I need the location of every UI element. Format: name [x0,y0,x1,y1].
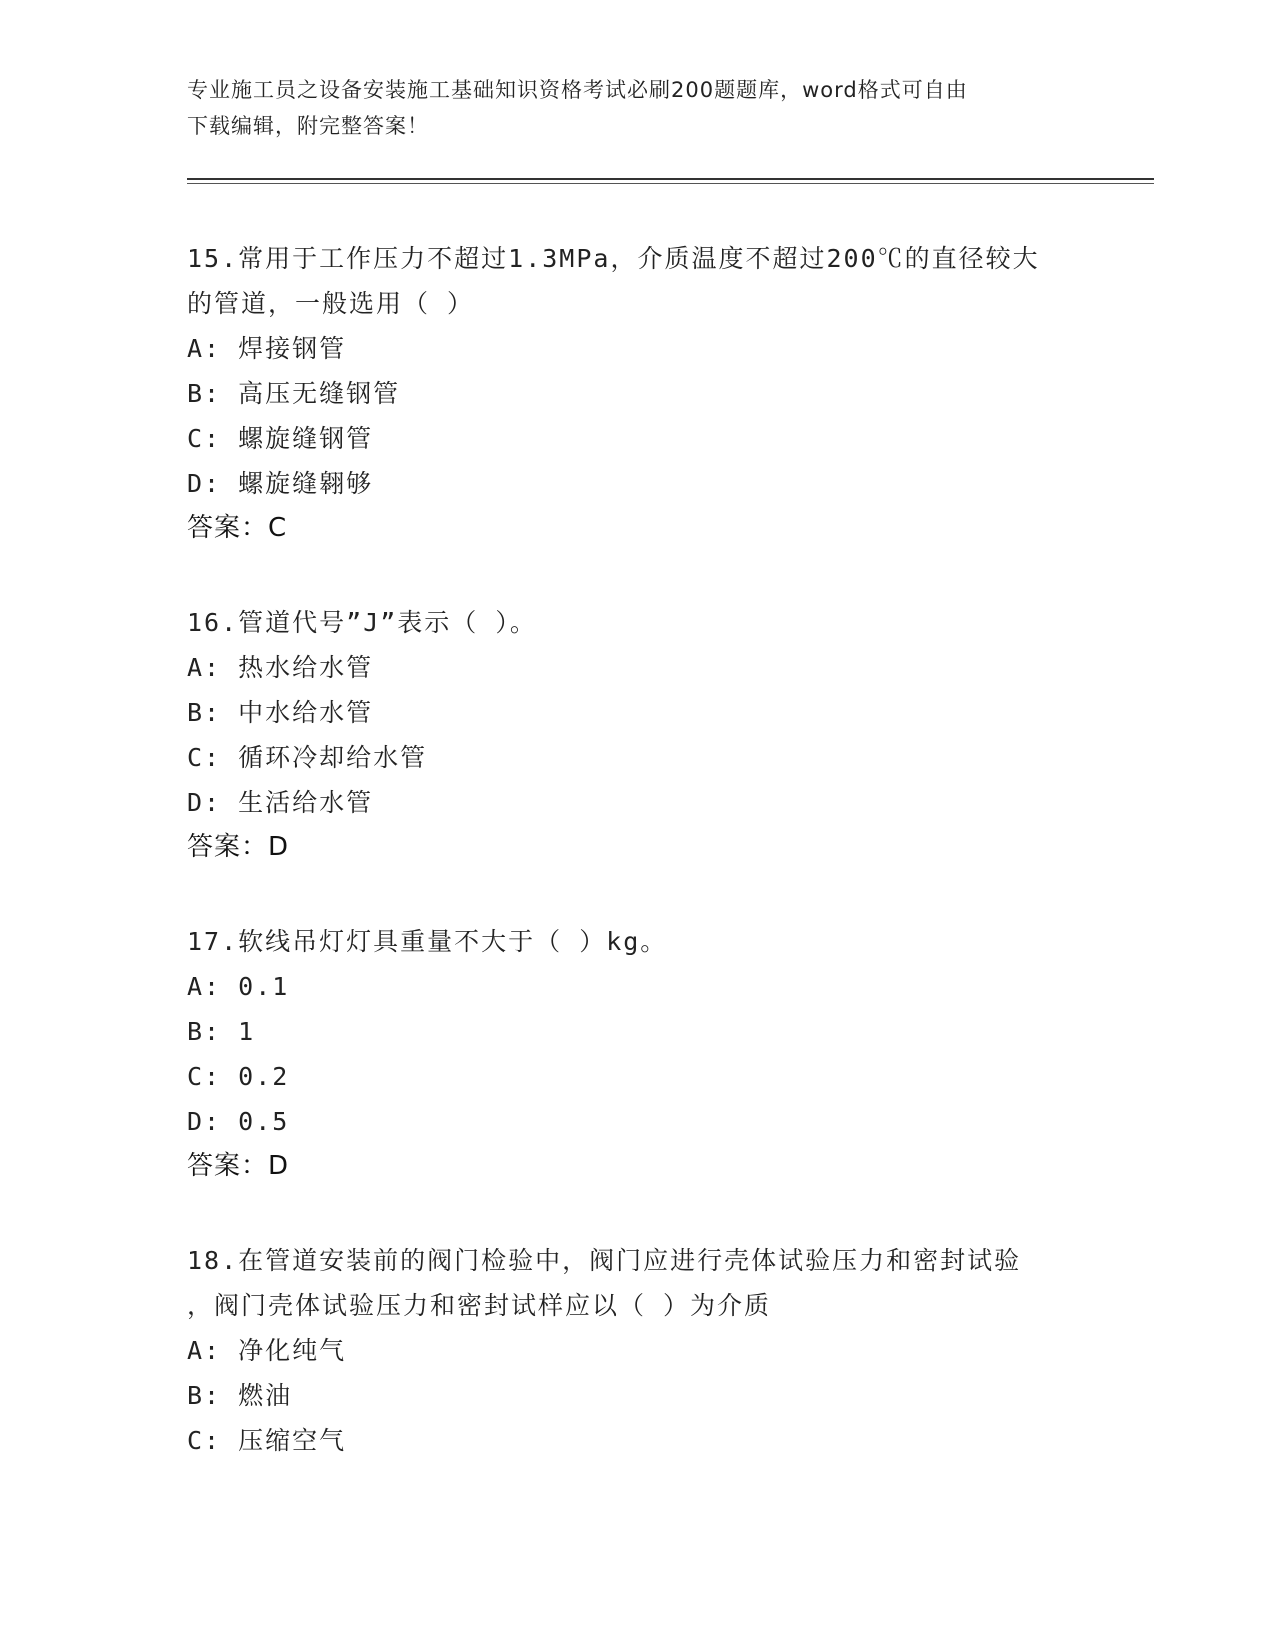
question-text: 15.常用于工作压力不超过1.3MPa，介质温度不超过200℃的直径较大 [187,244,1040,273]
question-text: 16.管道代号”J”表示（ ）。 [187,608,537,637]
option-b: B: 1 [187,1017,256,1046]
question-text: 17.软线吊灯灯具重量不大于（ ）kg。 [187,927,668,956]
option-a: A: 净化纯气 [187,1336,347,1365]
option-c: C: 压缩空气 [187,1426,347,1455]
header-divider [187,178,1154,180]
question-list [187,236,1087,1512]
option-b: B: 中水给水管 [187,698,374,727]
answer-line: 答案：D [187,1151,290,1181]
option-c: C: 螺旋缝钢管 [187,424,374,453]
question-text: 18.在管道安装前的阀门检验中，阀门应进行壳体试验压力和密封试验 [187,1246,1022,1275]
question-text-continued: ，阀门壳体试验压力和密封试样应以（ ）为介质 [187,1291,772,1320]
answer-line: 答案：C [187,513,288,543]
option-a: A: 热水给水管 [187,653,374,682]
header-divider-thin [187,183,1154,184]
option-d: D: 0.5 [187,1107,290,1136]
question-17 [187,919,1087,1189]
option-d: D: 生活给水管 [187,788,374,817]
option-b: B: 高压无缝钢管 [187,379,401,408]
question-15 [187,236,1087,551]
option-c: C: 0.2 [187,1062,290,1091]
question-18 [187,1238,1087,1463]
answer-line: 答案：D [187,832,290,862]
option-b: B: 燃油 [187,1381,293,1410]
question-text-continued: 的管道，一般选用（ ） [187,289,475,318]
header-title-line-1: 专业施工员之设备安装施工基础知识资格考试必刷200题题库，word格式可自由 [187,78,968,102]
header-title-line-2: 下载编辑，附完整答案！ [187,114,429,138]
option-d: D: 螺旋缝翱够 [187,469,374,498]
option-a: A: 焊接钢管 [187,334,347,363]
document-header [187,72,1087,144]
question-16 [187,600,1087,870]
option-c: C: 循环冷却给水管 [187,743,428,772]
option-a: A: 0.1 [187,972,290,1001]
